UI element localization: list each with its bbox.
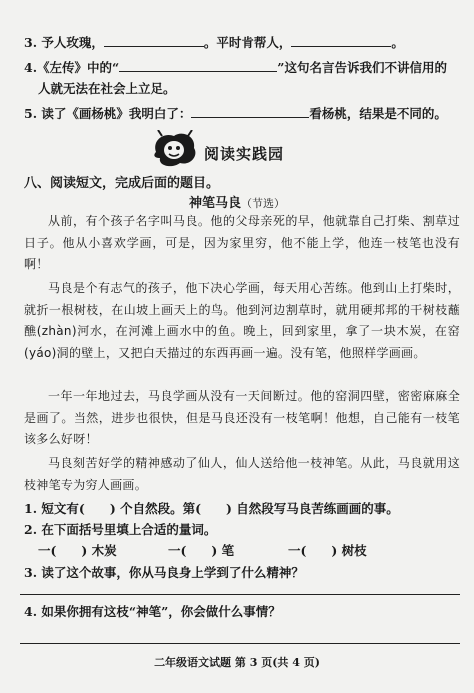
- reading-question-2: 2. 在下面括号里填上合适的量词。: [24, 522, 217, 537]
- story-paragraph-2: 马良是个有志气的孩子，他下决心学画，每天用心苦练。他到山上打柴时，就折一根树枝，在山坡上画天上的鸟。他到河边割草时，就用硬邦邦的干树枝蘸醮(zhàn)河水，在河滩上画水中的鱼。晚上，回到家里，拿了一块木炭，在窑(yáo)洞的壁上，又把白天描过的东西再画一遍。没有笔，他照样学画画。: [24, 281, 460, 360]
- question-3: 3. 予人玫瑰， 。平时肯帮人， 。: [24, 32, 460, 53]
- page-footer: 二年级语文试题 第 3 页(共 4 页): [154, 656, 320, 669]
- answer-blank[interactable]: [119, 57, 277, 72]
- reading-question-4: 4. 如果你拥有这枝“神笔”，你会做什么事情？: [24, 604, 281, 619]
- answer-blank[interactable]: [191, 103, 309, 118]
- cartoon-mascot-icon: [150, 130, 200, 170]
- story-title: 神笔马良（节选）: [188, 196, 285, 211]
- measure-word-item[interactable]: 一( ) 木炭: [38, 543, 117, 558]
- question-5: 5. 读了《画杨桃》我明白了： 看杨桃，结果是不同的。: [24, 103, 460, 124]
- question-4-line2: 人就无法在社会上立足。: [38, 81, 176, 96]
- measure-word-item[interactable]: 一( ) 树枝: [288, 543, 367, 558]
- measure-word-item[interactable]: 一( ) 笔: [168, 543, 235, 558]
- story-paragraph-4: 马良刻苦好学的精神感动了仙人，仙人送给他一枝神笔。从此，马良就用这枝神笔专为穷人画画。: [24, 456, 460, 492]
- question-4: 4.《左传》中的“ ”这句名言告诉我们不讲信用的: [24, 57, 460, 78]
- section-heading: 八、阅读短文，完成后面的题目。: [24, 176, 220, 191]
- story-paragraph-1: 从前，有个孩子名字叫马良。他的父母亲死的早，他就靠自己打柴、割草过日子。他从小喜欢学画，可是，因为家里穷，他不能上学，他连一枝笔也没有啊！: [24, 214, 460, 271]
- answer-line[interactable]: [20, 594, 460, 595]
- section-banner: [150, 130, 330, 170]
- reading-question-3: 3. 读了这个故事，你从马良身上学到了什么精神？: [24, 565, 304, 580]
- story-paragraph-3: 一年一年地过去，马良学画从没有一天间断过。他的窑洞四壁，密密麻麻全是画了。当然，进步也很快，但是马良还没有一枝笔啊！他想，自己能有一枝笔该多么好呀！: [24, 389, 460, 446]
- banner-title: 阅读实践园: [204, 145, 285, 163]
- reading-question-1: 1. 短文有( ) 个自然段。第( ) 自然段写马良苦练画画的事。: [24, 501, 399, 516]
- answer-line[interactable]: [20, 643, 460, 644]
- measure-word-items: [38, 541, 460, 561]
- answer-blank[interactable]: [291, 32, 391, 47]
- answer-blank[interactable]: [104, 32, 204, 47]
